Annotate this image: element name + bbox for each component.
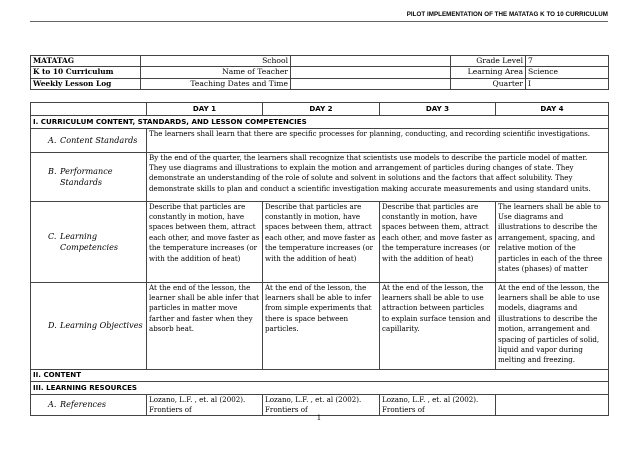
- weekly-log-title: Weekly Lesson Log: [31, 78, 141, 89]
- objective-day-1: At the end of the lesson, the learner shall be able infer that particles in matter move farther and faster when they absorb heat.: [147, 282, 263, 369]
- competency-day-1: Describe that particles are constantly in motion, have spaces between them, attract each other, and move faster as the temperature increases (or with the addition of heat): [147, 201, 263, 282]
- lesson-log-table: [30, 102, 609, 416]
- content-standards-label: A. Content Standards: [31, 128, 147, 152]
- references-label: A. References: [31, 394, 147, 416]
- grade-level-label: Grade Level: [451, 56, 526, 67]
- corner-cell: [31, 103, 147, 116]
- reference-day-2: Lozano, L.F. , et. al (2002). Frontiers of: [263, 394, 380, 416]
- quarter-value[interactable]: I: [526, 78, 609, 89]
- competency-day-4: The learners shall be able to Use diagrams and illustrations to describe the arrangement, spacing, and relative motion of the particles in each of the three states (phases) of matter: [496, 201, 609, 282]
- section-curriculum-heading: I. CURRICULUM CONTENT, STANDARDS, AND LESSON COMPETENCIES: [31, 116, 609, 129]
- matatag-title: MATATAG: [31, 56, 141, 67]
- performance-standards-label: B. Performance Standards: [31, 152, 147, 201]
- objective-day-4: At the end of the lesson, the learners shall be able to use models, diagrams and illustrations to describe the motion, arrangement and spacing of particles of solid, liquid and vapor during melting and freezing.: [496, 282, 609, 369]
- quarter-label: Quarter: [451, 78, 526, 89]
- learning-area-value[interactable]: Science: [526, 67, 609, 78]
- day-4-header: DAY 4: [496, 103, 609, 116]
- day-3-header: DAY 3: [380, 103, 496, 116]
- curriculum-title: K to 10 Curriculum: [31, 67, 141, 78]
- section-content-heading: II. CONTENT: [31, 369, 609, 382]
- content-standards-row: [31, 128, 609, 152]
- learning-competencies-label: C. Learning Competencies: [31, 201, 147, 282]
- day-header-row: [31, 103, 609, 116]
- teacher-field[interactable]: [291, 67, 451, 78]
- references-row: [31, 394, 609, 416]
- reference-day-4: [496, 394, 609, 416]
- performance-standards-row: [31, 152, 609, 201]
- day-2-header: DAY 2: [263, 103, 380, 116]
- dates-label: Teaching Dates and Time: [141, 78, 291, 89]
- reference-day-1: Lozano, L.F. , et. al (2002). Frontiers of: [147, 394, 263, 416]
- school-field[interactable]: [291, 56, 451, 67]
- learning-objectives-row: [31, 282, 609, 369]
- competency-day-2: Describe that particles are constantly in motion, have spaces between them, attract each other, and move faster as the temperature increases (or with the addition of heat): [263, 201, 380, 282]
- performance-standards-text: By the end of the quarter, the learners shall recognize that scientists use models to describe the particle model of matter. They use diagrams and illustrations to explain the motion and arrangement of particles during changes of state. They demonstrate an understanding of the role of solute and solvent in solutions and the factors that affect solubility. They demonstrate skills to plan and conduct a scientific investigation making accurate measurements and using standard units.: [147, 152, 609, 201]
- objective-day-2: At the end of the lesson, the learners shall be able to infer from simple experiments that there is space between particles.: [263, 282, 380, 369]
- objective-day-3: At the end of the lesson, the learners shall be able to use attraction between particles to explain surface tension and capillarity.: [380, 282, 496, 369]
- school-label: School: [141, 56, 291, 67]
- competency-day-3: Describe that particles are constantly in motion, have spaces between them, attract each other, and move faster as the temperature increases (or with the addition of heat): [380, 201, 496, 282]
- dates-field[interactable]: [291, 78, 451, 89]
- teacher-label: Name of Teacher: [141, 67, 291, 78]
- reference-day-3: Lozano, L.F. , et. al (2002). Frontiers of: [380, 394, 496, 416]
- lesson-info-table: [30, 55, 609, 90]
- grade-level-value[interactable]: 7: [526, 56, 609, 67]
- day-1-header: DAY 1: [147, 103, 263, 116]
- content-standards-text: The learners shall learn that there are specific processes for planning, conducting, and recording scientific investigations.: [147, 128, 609, 152]
- page-number: 1: [316, 414, 322, 422]
- document-header-title: PILOT IMPLEMENTATION OF THE MATATAG K TO 10 CURRICULUM: [406, 11, 608, 18]
- learning-area-label: Learning Area: [451, 67, 526, 78]
- header-rule: [30, 21, 608, 22]
- learning-objectives-label: D. Learning Objectives: [31, 282, 147, 369]
- section-resources-heading: III. LEARNING RESOURCES: [31, 382, 609, 395]
- learning-competencies-row: [31, 201, 609, 282]
